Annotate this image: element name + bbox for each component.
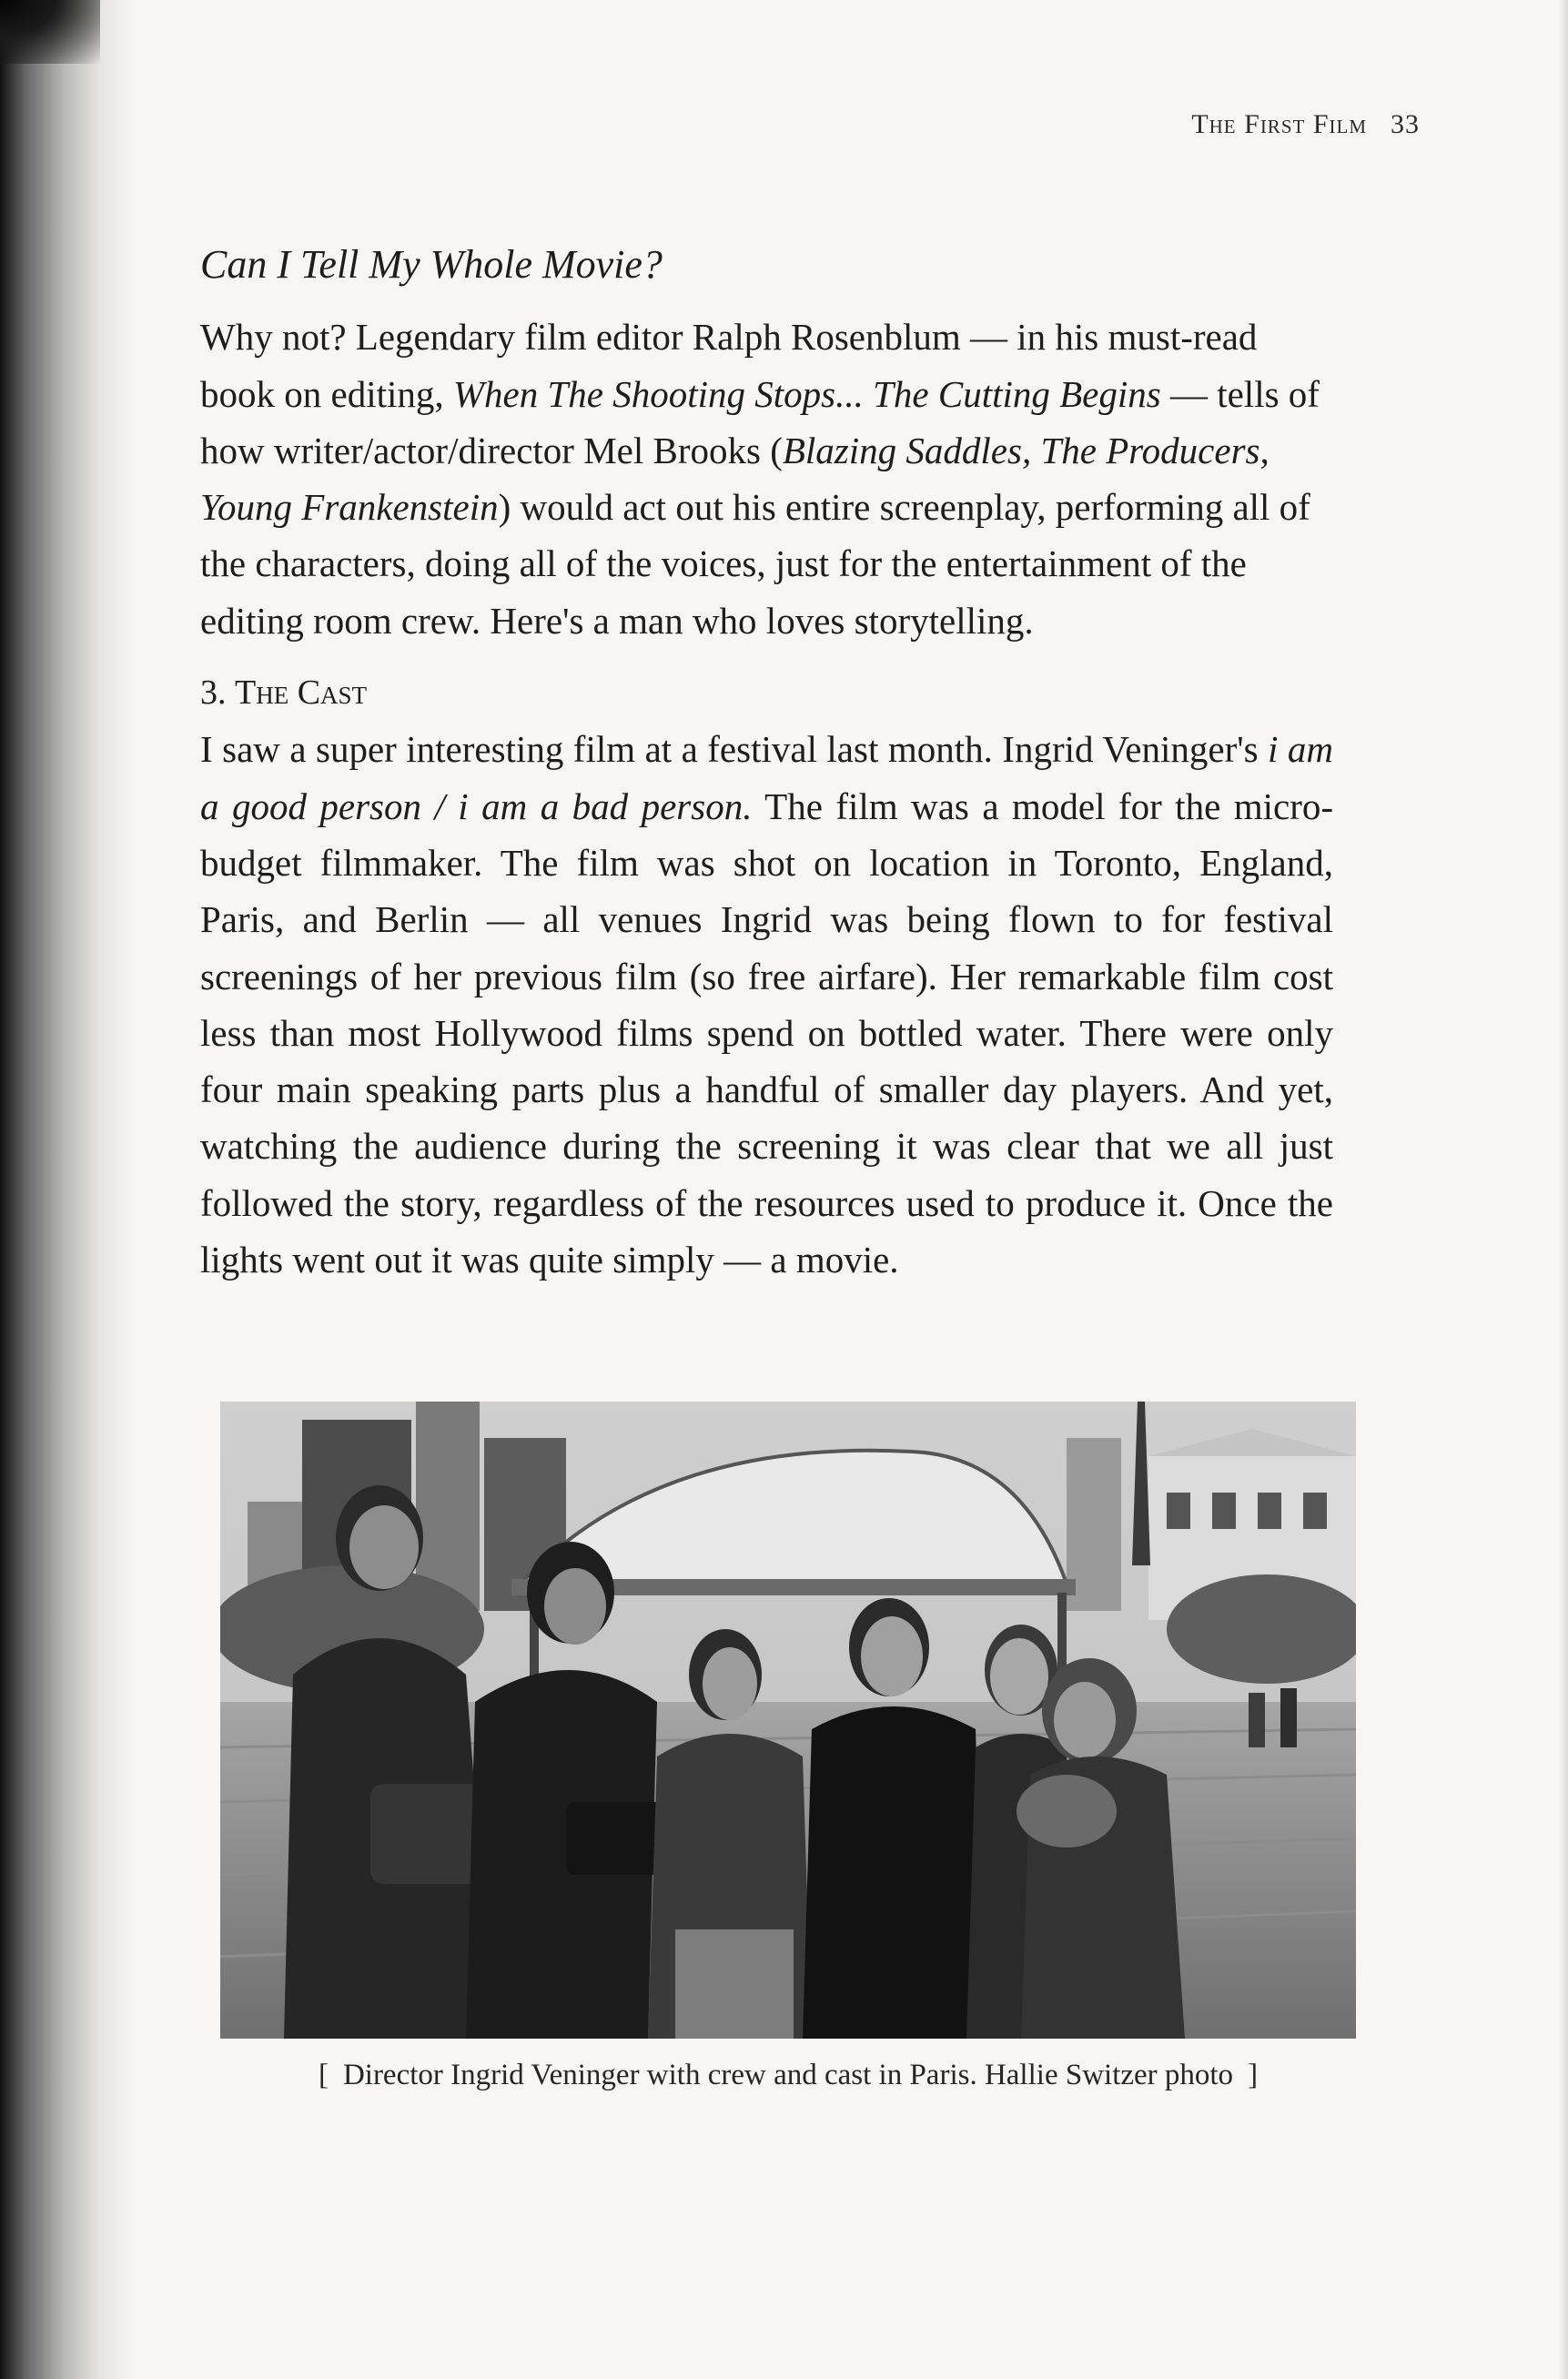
cast-heading <box>200 669 1333 717</box>
paragraph-text: The film was a model for the micro-budget filmmaker. The film was shot on location in Toronto, England, Paris, and Berlin — all venues Ingrid was being flown to for festival screenings of her previous film (so free airfare). Her remarkable film cost less than most Hollywood films spend on bottled water. There were only four main speaking parts plus a handful of smaller day players. And yet, watching the audience during the screening it was clear that we all just followed the story, regardless of the resources used to produce it. Once the lights went out it was quite simply — a movie. <box>200 785 1333 1281</box>
caption-bracket-close: ] <box>1248 2059 1259 2091</box>
running-head <box>1056 109 1420 140</box>
film-title: i am a good person / i am a bad person. <box>200 728 1333 827</box>
page-gutter-shadow <box>0 0 137 2379</box>
paragraph-text: Why not? Legendary film editor Ralph Rosenblum — in his must-read book on editing, <box>200 316 1258 415</box>
page-number: 33 <box>1391 109 1420 139</box>
section-title: The Cast <box>235 673 368 713</box>
section-number: 3. <box>200 673 227 713</box>
page-edge-shadow <box>1559 0 1568 2379</box>
cast-paragraph <box>200 721 1333 1288</box>
running-head-title: The First Film <box>1191 109 1367 139</box>
question-heading: Can I Tell My Whole Movie? <box>200 242 663 287</box>
question-paragraph <box>200 309 1333 649</box>
photo-caption <box>220 2059 1356 2092</box>
page-corner-shadow <box>0 0 100 64</box>
film-titles: Blazing Saddles, The Producers, Young Frankenstein <box>200 429 1270 529</box>
paragraph-text: — tells of how writer/actor/director Mel Brooks ( <box>200 372 1320 471</box>
main-text <box>200 238 1333 1288</box>
paragraph-text: I saw a super interesting film at a festival last month. Ingrid Veninger's <box>200 728 1269 771</box>
paragraph-text: ) would act out his entire screenplay, performing all of the characters, doing all of the voices, just for the entertainment of the editing room crew. Here's a man who loves storytelling. <box>200 486 1310 642</box>
caption-text: Director Ingrid Veninger with crew and cast in Paris. Hallie Switzer photo <box>342 2059 1234 2091</box>
book-title: When The Shooting Stops... The Cutting Begins <box>452 372 1161 415</box>
film-crew-photo <box>220 1402 1356 2039</box>
caption-bracket-open: [ <box>318 2059 329 2091</box>
